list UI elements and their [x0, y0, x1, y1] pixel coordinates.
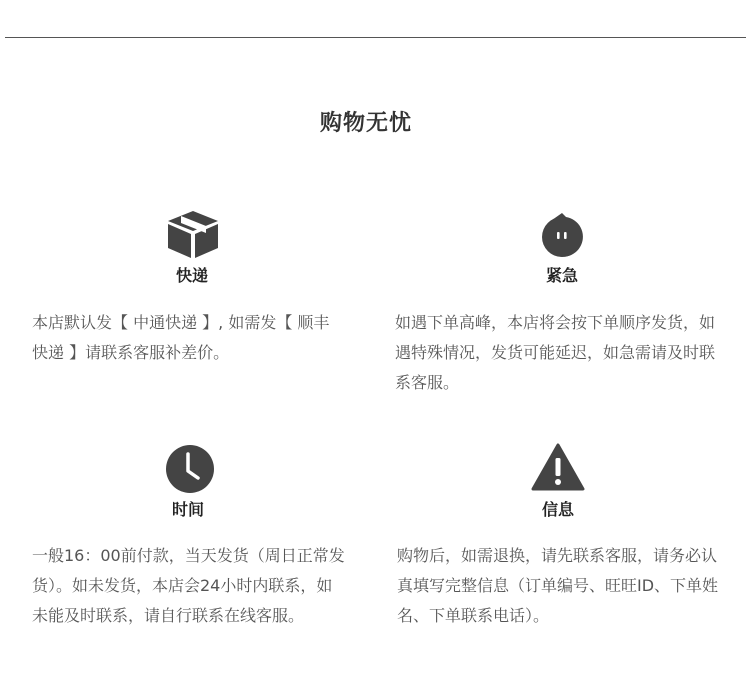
- feature-info-text: 购物后，如需退换，请先联系客服，请务必认真填写完整信息（订单编号、旺旺ID、下单姓名、下单联系电话）。: [397, 546, 719, 625]
- feature-info-label: 信息: [541, 500, 574, 519]
- clock-icon: [165, 444, 215, 494]
- chat-bubble-icon: [540, 212, 584, 258]
- page-title: 购物无忧: [319, 111, 412, 136]
- feature-express-text: 本店默认发【 中通快递 】, 如需发【 顺丰快递 】请联系客服补差价。: [32, 313, 330, 362]
- feature-express-label: 快递: [175, 266, 208, 285]
- package-icon: [166, 209, 220, 259]
- feature-time-label: 时间: [171, 500, 204, 519]
- feature-urgent-text: 如遇下单高峰，本店将会按下单顺序发货，如遇特殊情况，发货可能延迟，如急需请及时联系客服。: [395, 313, 716, 392]
- top-divider: [5, 37, 746, 38]
- feature-urgent-label: 紧急: [545, 266, 578, 285]
- warning-icon: [531, 442, 585, 492]
- feature-time-text: 一般16：00前付款，当天发货（周日正常发货）。如未发货，本店会24小时内联系，如未能及时联系，请自行联系在线客服。: [32, 546, 345, 625]
